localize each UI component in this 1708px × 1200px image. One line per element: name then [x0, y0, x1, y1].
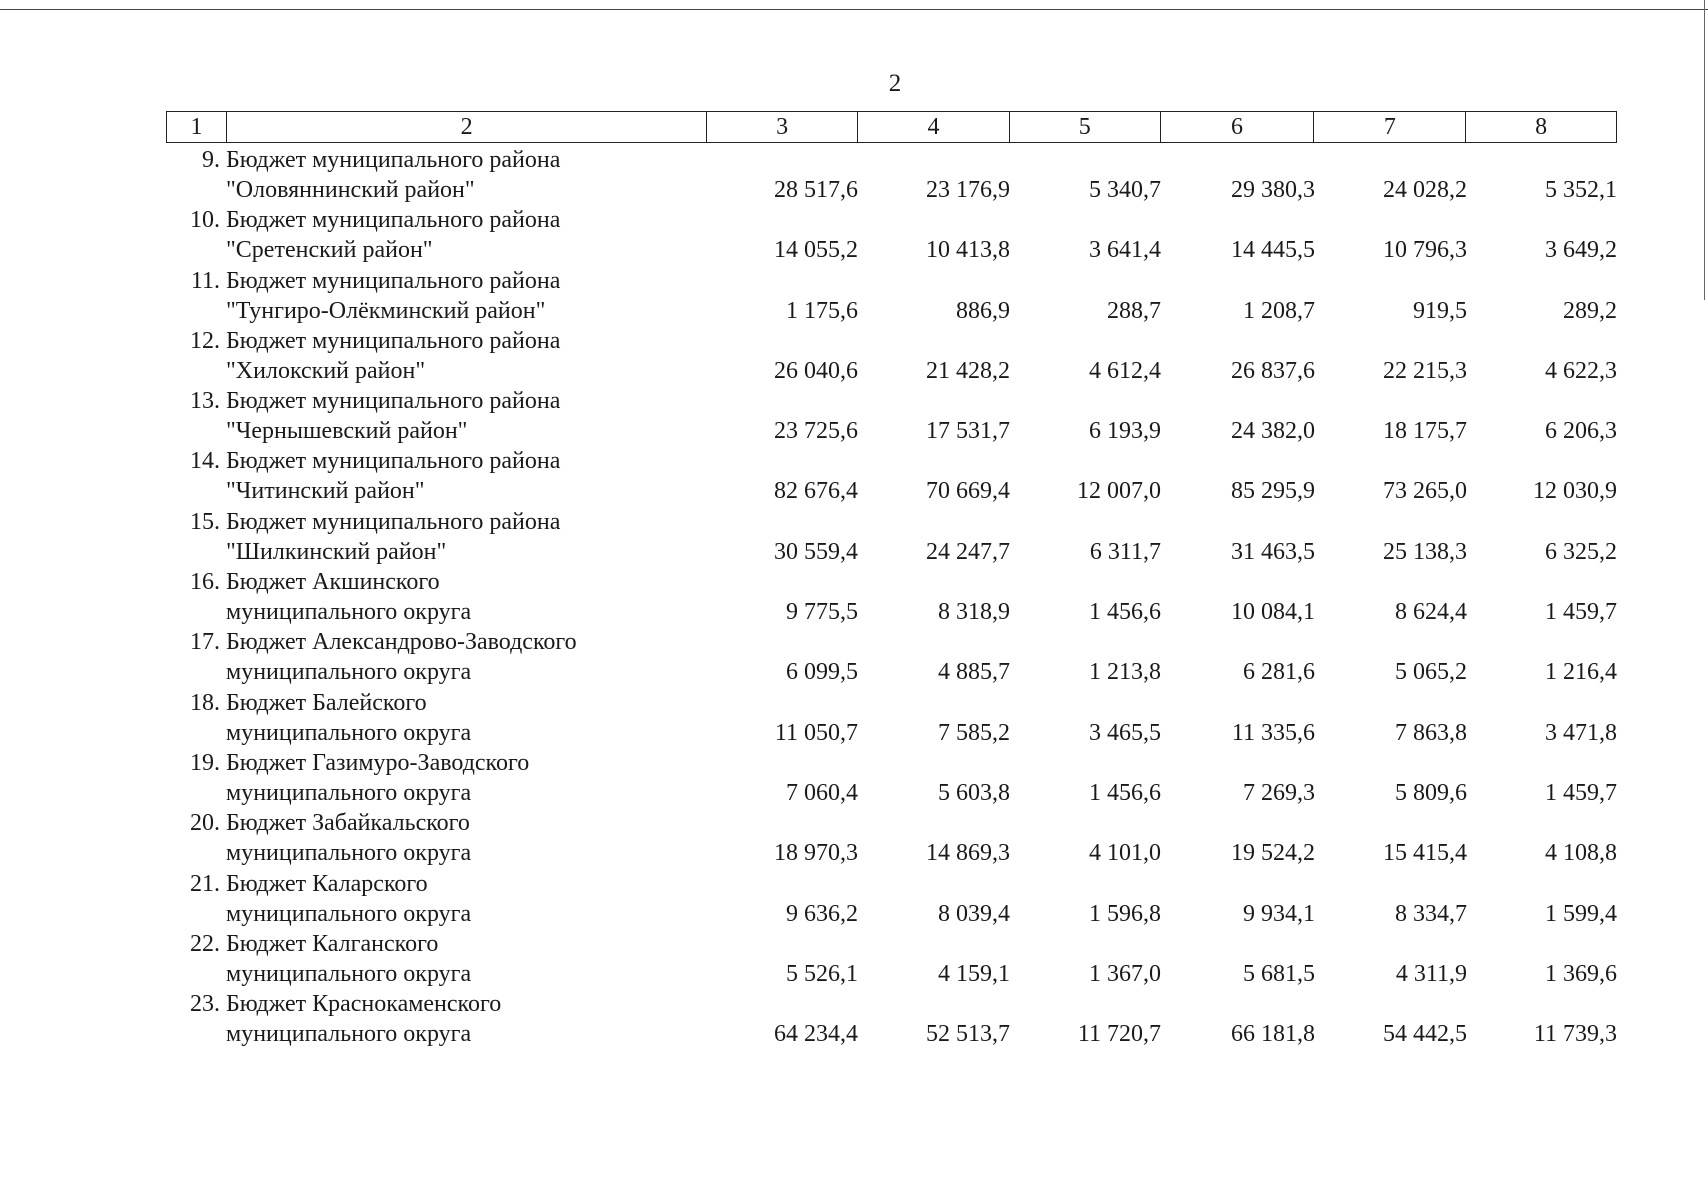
value-col-6: 9 934,1: [1243, 900, 1315, 927]
row-number: 12.: [190, 327, 220, 354]
value-col-8: 289,2: [1563, 297, 1617, 324]
budget-name: [226, 627, 707, 687]
budget-name-line-1: Бюджет Газимуро-Заводского: [226, 749, 530, 776]
value-col-3: 9 636,2: [786, 900, 858, 927]
value-col-5: 3 465,5: [1089, 719, 1161, 746]
value-col-7: 25 138,3: [1383, 538, 1467, 565]
value-col-8: 3 649,2: [1545, 237, 1617, 264]
budget-name-line-2: муниципального округа: [226, 599, 472, 626]
value-col-3: 82 676,4: [774, 478, 858, 505]
value-col-4: 8 318,9: [938, 599, 1010, 626]
right-border-line: [1704, 0, 1705, 300]
budget-name: [226, 145, 707, 205]
value-col-3: 9 775,5: [786, 599, 858, 626]
row-number: 14.: [190, 448, 220, 475]
budget-name-line-2: муниципального округа: [226, 840, 472, 867]
value-col-8: 1 459,7: [1545, 599, 1617, 626]
budget-name-line-1: Бюджет муниципального района: [226, 267, 561, 294]
value-col-3: 14 055,2: [774, 237, 858, 264]
value-col-5: 1 596,8: [1089, 900, 1161, 927]
value-col-4: 23 176,9: [926, 177, 1010, 203]
table-row: [166, 627, 1617, 687]
header-col-3: 3: [707, 112, 858, 142]
value-col-7: 8 334,7: [1395, 900, 1467, 927]
value-col-5: 1 456,6: [1089, 779, 1161, 806]
row-number: 16.: [190, 569, 220, 596]
budget-name-line-2: муниципального округа: [226, 960, 472, 987]
header-col-4: 4: [858, 112, 1010, 142]
value-col-6: 26 837,6: [1231, 357, 1315, 384]
value-col-8: 5 352,1: [1545, 177, 1617, 203]
value-col-8: 4 622,3: [1545, 357, 1617, 384]
row-number: 19.: [190, 749, 220, 776]
value-col-7: 5 809,6: [1395, 779, 1467, 806]
value-col-6: 14 445,5: [1231, 237, 1315, 264]
value-col-8: 4 108,8: [1545, 840, 1617, 867]
header-col-2: 2: [227, 112, 707, 142]
value-col-8: 11 739,3: [1533, 1021, 1617, 1048]
header-col-7: 7: [1314, 112, 1466, 142]
row-number: 10.: [190, 207, 220, 234]
value-col-4: 4 159,1: [938, 960, 1010, 987]
value-col-3: 64 234,4: [774, 1021, 858, 1048]
budget-name: [226, 869, 707, 929]
budget-table-body: [166, 145, 1617, 1049]
value-col-5: 6 193,9: [1089, 418, 1161, 445]
value-col-8: 1 599,4: [1545, 900, 1617, 927]
row-number: 18.: [190, 689, 220, 716]
value-col-4: 24 247,7: [926, 538, 1010, 565]
value-col-5: 288,7: [1107, 297, 1161, 324]
value-col-8: 12 030,9: [1533, 478, 1617, 505]
budget-name-line-2: муниципального округа: [226, 659, 472, 686]
value-col-6: 31 463,5: [1231, 538, 1315, 565]
value-col-7: 73 265,0: [1383, 478, 1467, 505]
budget-name-line-1: Бюджет Акшинского: [226, 569, 440, 596]
budget-name: [226, 507, 707, 567]
row-number: 15.: [190, 508, 220, 535]
row-number: 20.: [190, 810, 220, 837]
budget-name-line-2: "Хилокский район": [226, 357, 426, 384]
table-row: [166, 929, 1617, 989]
row-number: 21.: [190, 870, 220, 897]
value-col-5: 6 311,7: [1089, 538, 1161, 565]
budget-name-line-1: Бюджет муниципального района: [226, 327, 561, 354]
value-col-7: 8 624,4: [1395, 599, 1467, 626]
budget-name: [226, 446, 707, 506]
budget-name: [226, 567, 707, 627]
row-number: 9.: [202, 147, 220, 173]
budget-name-line-1: Бюджет муниципального района: [226, 388, 561, 415]
budget-name-line-2: "Чернышевский район": [226, 418, 468, 445]
value-col-8: 6 206,3: [1545, 418, 1617, 445]
budget-name-line-2: "Шилкинский район": [226, 538, 447, 565]
budget-name-line-1: Бюджет муниципального района: [226, 448, 561, 475]
value-col-5: 4 101,0: [1089, 840, 1161, 867]
value-col-4: 17 531,7: [926, 418, 1010, 445]
value-col-4: 10 413,8: [926, 237, 1010, 264]
value-col-5: 11 720,7: [1077, 1021, 1161, 1048]
table-row: [166, 567, 1617, 627]
budget-name: [226, 808, 707, 868]
table-row: [166, 869, 1617, 929]
budget-name: [226, 266, 707, 326]
budget-name: [226, 748, 707, 808]
table-header-row: [166, 111, 1617, 143]
table-row: [166, 145, 1617, 205]
value-col-8: 1 459,7: [1545, 779, 1617, 806]
row-number: 13.: [190, 388, 220, 415]
header-col-8: 8: [1535, 114, 1548, 140]
budget-name: [226, 205, 707, 265]
table-row: [166, 688, 1617, 748]
value-col-8: 3 471,8: [1545, 719, 1617, 746]
value-col-4: 21 428,2: [926, 357, 1010, 384]
page-number: 2: [888, 70, 902, 97]
value-col-6: 10 084,1: [1231, 599, 1315, 626]
table-row: [166, 266, 1617, 326]
budget-name-line-1: Бюджет Александрово-Заводского: [226, 629, 577, 656]
value-col-3: 30 559,4: [774, 538, 858, 565]
value-col-3: 1 175,6: [786, 297, 858, 324]
budget-name-line-2: муниципального округа: [226, 900, 472, 927]
value-col-8: 1 216,4: [1545, 659, 1617, 686]
value-col-5: 4 612,4: [1089, 357, 1161, 384]
top-border-line: [0, 9, 1708, 10]
table-row: [166, 326, 1617, 386]
budget-name-line-1: Бюджет Забайкальского: [226, 810, 470, 837]
budget-name-line-2: "Читинский район": [226, 478, 425, 505]
row-number: 23.: [190, 991, 220, 1018]
value-col-5: 3 641,4: [1089, 237, 1161, 264]
budget-name: [226, 989, 707, 1049]
value-col-7: 10 796,3: [1383, 237, 1467, 264]
value-col-8: 6 325,2: [1545, 538, 1617, 565]
budget-name-line-1: Бюджет Каларского: [226, 870, 428, 897]
value-col-7: 22 215,3: [1383, 357, 1467, 384]
table-row: [166, 989, 1617, 1049]
value-col-6: 7 269,3: [1243, 779, 1315, 806]
value-col-7: 18 175,7: [1383, 418, 1467, 445]
value-col-5: 12 007,0: [1077, 478, 1161, 505]
row-number: 22.: [190, 930, 220, 957]
budget-name-line-1: Бюджет Калганского: [226, 930, 439, 957]
value-col-3: 5 526,1: [786, 960, 858, 987]
budget-name-line-1: Бюджет муниципального района: [226, 508, 561, 535]
budget-name-line-2: муниципального округа: [226, 719, 472, 746]
value-col-5: 1 456,6: [1089, 599, 1161, 626]
value-col-4: 7 585,2: [938, 719, 1010, 746]
value-col-7: 4 311,9: [1395, 960, 1467, 987]
value-col-3: 11 050,7: [774, 719, 858, 746]
header-col-5: 5: [1010, 112, 1161, 142]
row-number: 17.: [190, 629, 220, 656]
budget-name-line-1: Бюджет Балейского: [226, 689, 427, 716]
value-col-4: 52 513,7: [926, 1021, 1010, 1048]
value-col-3: 18 970,3: [774, 840, 858, 867]
value-col-3: 23 725,6: [774, 418, 858, 445]
value-col-3: 6 099,5: [786, 659, 858, 686]
value-col-6: 1 208,7: [1243, 297, 1315, 324]
value-col-7: 919,5: [1413, 297, 1467, 324]
budget-name-line-2: "Тунгиро-Олёкминский район": [226, 297, 546, 324]
table-row: [166, 507, 1617, 567]
value-col-3: 26 040,6: [774, 357, 858, 384]
table-row: [166, 808, 1617, 868]
budget-name: [226, 386, 707, 446]
value-col-5: 1 367,0: [1089, 960, 1161, 987]
value-col-6: 66 181,8: [1231, 1021, 1315, 1048]
value-col-4: 4 885,7: [938, 659, 1010, 686]
header-col-6: 6: [1161, 112, 1315, 142]
budget-name-line-2: муниципального округа: [226, 1021, 472, 1048]
header-col-1: 1: [167, 112, 227, 142]
value-col-7: 54 442,5: [1383, 1021, 1467, 1048]
table-row: [166, 205, 1617, 265]
table-row: [166, 748, 1617, 808]
value-col-4: 8 039,4: [938, 900, 1010, 927]
budget-name: [226, 929, 707, 989]
value-col-4: 70 669,4: [926, 478, 1010, 505]
value-col-6: 85 295,9: [1231, 478, 1315, 505]
budget-name-line-1: Бюджет муниципального района: [226, 147, 561, 173]
value-col-6: 24 382,0: [1231, 418, 1315, 445]
budget-name-line-2: "Оловяннинский район": [226, 177, 475, 203]
value-col-3: 28 517,6: [774, 177, 858, 203]
value-col-5: 5 340,7: [1089, 177, 1161, 203]
value-col-4: 5 603,8: [938, 779, 1010, 806]
value-col-4: 886,9: [956, 297, 1010, 324]
value-col-6: 6 281,6: [1243, 659, 1315, 686]
budget-name-line-2: муниципального округа: [226, 779, 472, 806]
budget-name-line-1: Бюджет муниципального района: [226, 207, 561, 234]
value-col-7: 5 065,2: [1395, 659, 1467, 686]
value-col-4: 14 869,3: [926, 840, 1010, 867]
table-row: [166, 446, 1617, 506]
budget-name: [226, 326, 707, 386]
value-col-5: 1 213,8: [1089, 659, 1161, 686]
budget-name-line-1: Бюджет Краснокаменского: [226, 991, 502, 1018]
budget-name-line-2: "Сретенский район": [226, 237, 433, 264]
value-col-6: 29 380,3: [1231, 177, 1315, 203]
value-col-8: 1 369,6: [1545, 960, 1617, 987]
value-col-6: 19 524,2: [1231, 840, 1315, 867]
value-col-7: 24 028,2: [1383, 177, 1467, 203]
row-number: 11.: [190, 267, 220, 294]
value-col-6: 5 681,5: [1243, 960, 1315, 987]
table-row: [166, 386, 1617, 446]
value-col-7: 7 863,8: [1395, 719, 1467, 746]
value-col-7: 15 415,4: [1383, 840, 1467, 867]
value-col-3: 7 060,4: [786, 779, 858, 806]
value-col-6: 11 335,6: [1231, 719, 1315, 746]
budget-name: [226, 688, 707, 748]
